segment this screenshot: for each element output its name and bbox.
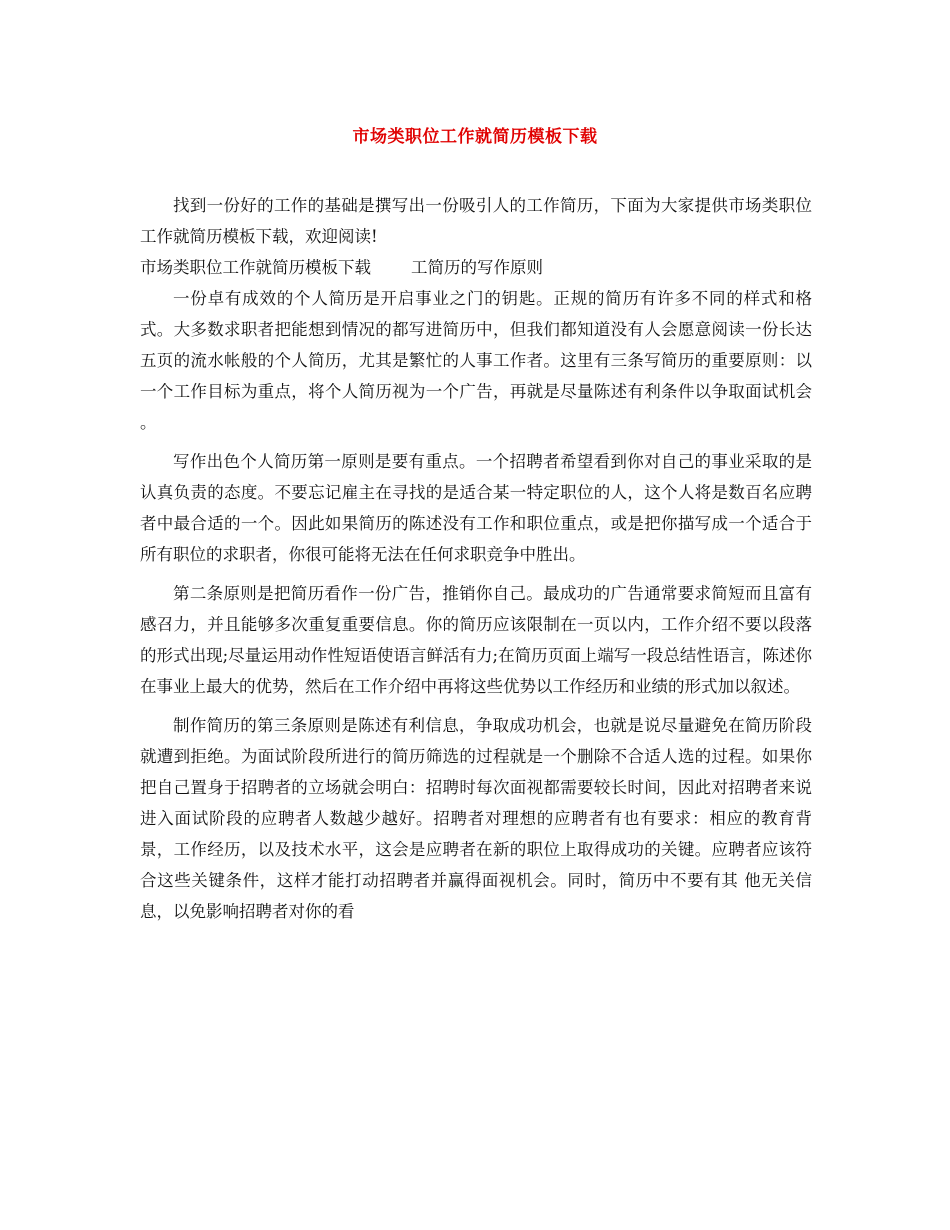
paragraph-1: 一份卓有成效的个人简历是开启事业之门的钥匙。正规的简历有许多不同的样式和格式。大多数求职者把能想到情况的都写进简历中，但我们都知道没有人会愿意阅读一份长达五页的流水帐般的个人简历，尤其是繁忙的人事工作者。这里有三条写简历的重要原则：以一个工作目标为重点，将个人简历视为一个广告，再就是尽量陈述有利条件以争取面试机会 。 [140,289,812,432]
document-body [140,190,812,935]
paragraph-2: 写作出色个人简历第一原则是要有重点。一个招聘者希望看到你对自己的事业采取的是认真负责的态度。不要忘记雇主在寻找的是适合某一特定职位的人，这个人将是数百名应聘者中最合适的一个。因此如果简历的陈述没有工作和职位重点，或是把你描写成一个适合于所有职位的求职者，你很可能将无法在任何求职竞争中胜出。 [140,452,812,564]
subhead-right: 工简历的写作原则 [411,258,543,277]
document-title: 市场类职位工作就简历模板下载 [352,127,598,147]
paragraph-3: 第二条原则是把简历看作一份广告，推销你自己。最成功的广告通常要求简短而且富有感召力，并且能够多次重复重要信息。你的简历应该限制在一页以内，工作介绍不要以段落的形式出现;尽量运用动作性短语使语言鲜活有力;在简历页面上端写一段总结性语言，陈述你在事业上最大的优势，然后在工作介绍中再将这些优势以工作经历和业绩的形式加以叙述。 [140,584,812,696]
paragraph-4: 制作简历的第三条原则是陈述有利信息，争取成功机会，也就是说尽量避免在简历阶段就遭到拒绝。为面试阶段所进行的简历筛选的过程就是一个删除不合适人选的过程。如果你把自己置身于招聘者的立场就会明白：招聘时每次面视都需要较长时间，因此对招聘者来说进入面试阶段的应聘者人数越少越好。招聘者对理想的应聘者有也有要求：相应的教育背景，工作经历，以及技术水平，这会是应聘者在新的职位上取得成功的关键。应聘者应该符合这些关键条件，这样才能打动招聘者并赢得面视机会。同时，简历中不要有其 他无关信息，以免影响招聘者对你的看 [140,716,812,921]
intro-paragraph: 找到一份好的工作的基础是撰写出一份吸引人的工作简历，下面为大家提供市场类职位工作就简历模板下载，欢迎阅读! [140,196,812,246]
section-subheading [140,252,812,283]
subhead-left: 市场类职位工作就简历模板下载 [140,258,371,277]
